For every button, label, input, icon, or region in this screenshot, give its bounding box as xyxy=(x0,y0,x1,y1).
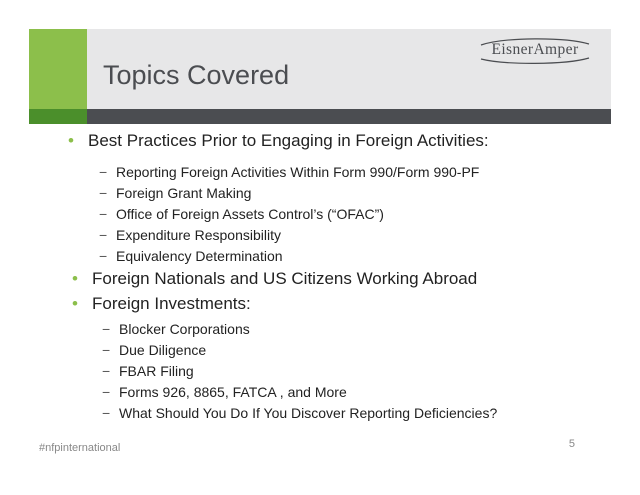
sub-list-item-text: Forms 926, 8865, FATCA , and More xyxy=(119,384,347,400)
bullet-icon: • xyxy=(68,131,74,150)
dash-icon: − xyxy=(99,248,108,264)
company-logo xyxy=(475,37,595,65)
logo-text: EisnerAmper xyxy=(491,41,579,58)
list-item-text: Best Practices Prior to Engaging in Foreign Activities: xyxy=(88,131,489,150)
sub-list-item-text: Office of Foreign Assets Control’s (“OFAC”) xyxy=(116,206,384,222)
sub-list-item-text: Due Diligence xyxy=(119,342,207,358)
list-item-text: Foreign Nationals and US Citizens Working Abroad xyxy=(92,269,478,288)
header-dark-strip xyxy=(87,109,611,124)
list-item-text: Foreign Investments: xyxy=(92,294,251,313)
dash-icon: − xyxy=(102,384,111,400)
dash-icon: − xyxy=(102,405,111,421)
sub-list-item-text: Equivalency Determination xyxy=(116,248,283,264)
footer-hashtag: #nfpinternational xyxy=(39,442,121,454)
dash-icon: − xyxy=(102,321,111,337)
sub-list-item-text: Foreign Grant Making xyxy=(116,185,252,201)
bullet-icon: • xyxy=(72,294,78,313)
sub-list-item-text: FBAR Filing xyxy=(119,363,194,379)
dash-icon: − xyxy=(99,206,108,222)
dash-icon: − xyxy=(102,342,111,358)
slide xyxy=(29,29,611,466)
dash-icon: − xyxy=(99,227,108,243)
sub-list-item-text: Blocker Corporations xyxy=(119,321,250,337)
dash-icon: − xyxy=(102,363,111,379)
sub-list-item-text: Expenditure Responsibility xyxy=(116,227,281,243)
dash-icon: − xyxy=(99,185,108,201)
accent-green-strip xyxy=(29,109,87,124)
slide-title: Topics Covered xyxy=(103,60,290,90)
sub-list-item-text: Reporting Foreign Activities Within Form 990/Form 990-PF xyxy=(116,164,480,180)
bullet-icon: • xyxy=(72,269,78,288)
accent-green-block xyxy=(29,29,87,109)
sub-list-item-text: What Should You Do If You Discover Reporting Deficiencies? xyxy=(119,405,498,421)
page-number: 5 xyxy=(568,438,575,450)
dash-icon: − xyxy=(99,164,108,180)
